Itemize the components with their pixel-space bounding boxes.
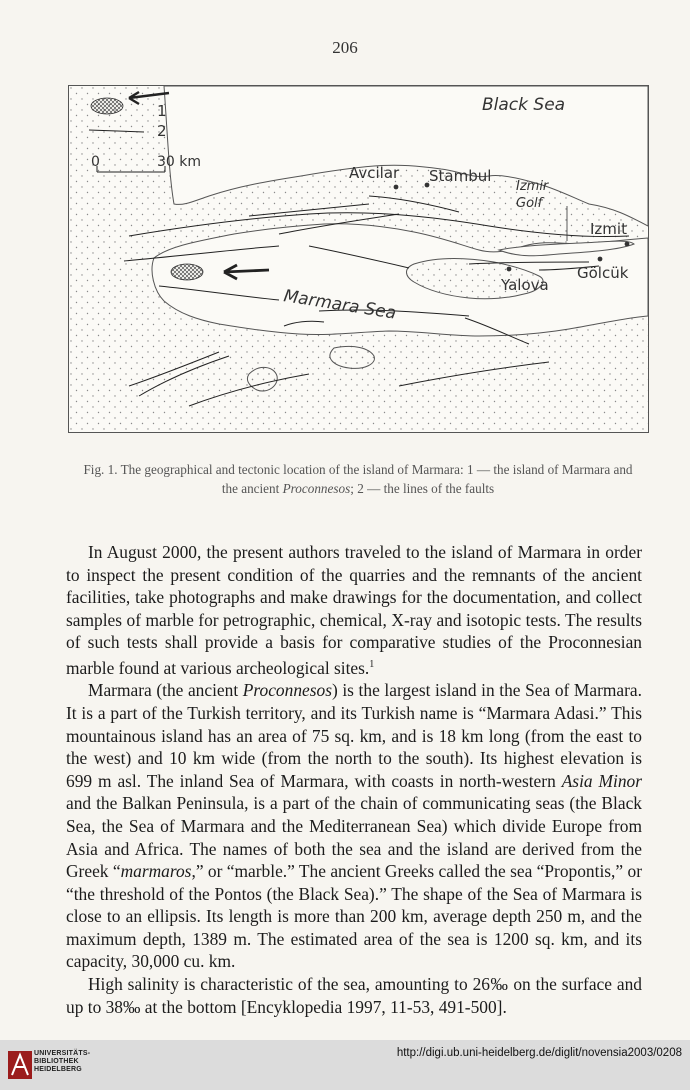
source-url-link[interactable]: http://digi.ub.uni-heidelberg.de/diglit/novensia2003/0208: [396, 1047, 682, 1059]
paragraph-2: [66, 679, 642, 973]
map-label-yalova: Yalova: [501, 276, 549, 294]
page-number: 206: [332, 38, 358, 57]
paragraph-1-text: In August 2000, the present authors traveled to the island of Marmara in order to inspect the present condition of the quarries and the remnants of the ancient facilities, take photographs and make drawings for the documentation, and collect samples of marble for petrographic, chemical, X-ray and isotopic tests. The results of such tests shall provide a basis for comparative studies of the Proconnesian marble found at various archeological sites.: [66, 542, 642, 678]
legend-label-1: 1: [157, 102, 167, 120]
map-label-izmit: Izmit: [590, 220, 627, 238]
caption-suffix: ; 2 — the lines of the faults: [350, 481, 495, 496]
tectonic-map: [68, 85, 649, 433]
map-label-avcilar: Avcilar: [349, 164, 400, 182]
avcilar-marker: [394, 185, 399, 190]
map-label-golcuk: Gölcük: [577, 264, 629, 282]
scale-zero-label: 0: [91, 154, 100, 170]
map-label-stambul: Stambul: [429, 167, 492, 185]
paragraph-2-italic-marmaros: marmaros: [120, 861, 192, 882]
caption-italic: Proconnesos: [282, 481, 351, 496]
scale-end-label: 30 km: [157, 154, 202, 170]
logo-line-3: HEIDELBERG: [34, 1066, 82, 1073]
paragraph-2-text-c: and the Balkan Peninsula, is a part of the chain of communicating seas (the Black Sea, the Sea of Marmara and the Mediterranean Sea) which divide Europe from Asia and Africa. The names of both the sea and the island are derived from the Greek “: [66, 793, 642, 882]
map-label-black-sea: Black Sea: [482, 95, 566, 115]
logo-text: [34, 1050, 90, 1074]
footnote-ref: 1: [369, 658, 375, 670]
map-label-izmir: Izmir: [516, 179, 549, 194]
logo-line-2: BIBLIOTHEK: [34, 1058, 79, 1065]
izmit-marker: [625, 242, 630, 247]
figure-caption: [82, 460, 634, 498]
map-label-golf: Golf: [516, 196, 543, 211]
yalova-marker: [507, 267, 512, 272]
paragraph-2-text-a: Marmara (the ancient: [88, 680, 243, 701]
map-drawing: [69, 86, 648, 432]
paragraph-2-italic-proconnesos: Proconnesos: [242, 680, 332, 701]
legend-label-2: 2: [157, 122, 167, 140]
paragraph-2-text-b: ) is the largest island in the Sea of Marmara. It is a part of the Turkish territory, and its Turkish name is “Marmara Adasi.” This mountainous island has an area of 75 sq. km, and is 18 km long (from the east to the west) and 10 km wide (from the north to the south). Its highest elevation is 699 m asl. The inland Sea of Marmara, with coasts in north-western: [66, 680, 642, 791]
caption-text: Fig. 1. The geographical and tectonic location of the island of Marmara: 1 — the island of Marmara and the ancient: [83, 462, 633, 496]
body-text: [66, 541, 642, 1018]
paragraph-2-italic-asia-minor: Asia Minor: [561, 770, 642, 791]
footer-bar: [0, 1040, 690, 1090]
map-label-marmara-sea: Marmara Sea: [282, 286, 398, 324]
marmara-island-marker: [171, 264, 203, 280]
logo-line-1: UNIVERSITÄTS-: [34, 1050, 91, 1057]
golcuk-marker: [598, 257, 603, 262]
paragraph-1: [66, 541, 642, 679]
legend-island-symbol: [91, 98, 123, 114]
paragraph-3: High salinity is characteristic of the sea, amounting to 26‰ on the surface and up to 38‰ at the bottom [Encyklopedia 1997, 11-53, 491-500].: [66, 974, 642, 1017]
paragraph-2-text-d: ,” or “marble.” The ancient Greeks called the sea “Propontis,” or “the threshold of the Pontos (the Black Sea).” The shape of the Sea of Marmara is close to an ellipsis. Its length is more than 200 km, average depth 250 m, and the maximum depth, 1389 m. The estimated area of the sea is 1200 sq. km, and its capacity, 30,000 cu. km.: [66, 861, 642, 972]
